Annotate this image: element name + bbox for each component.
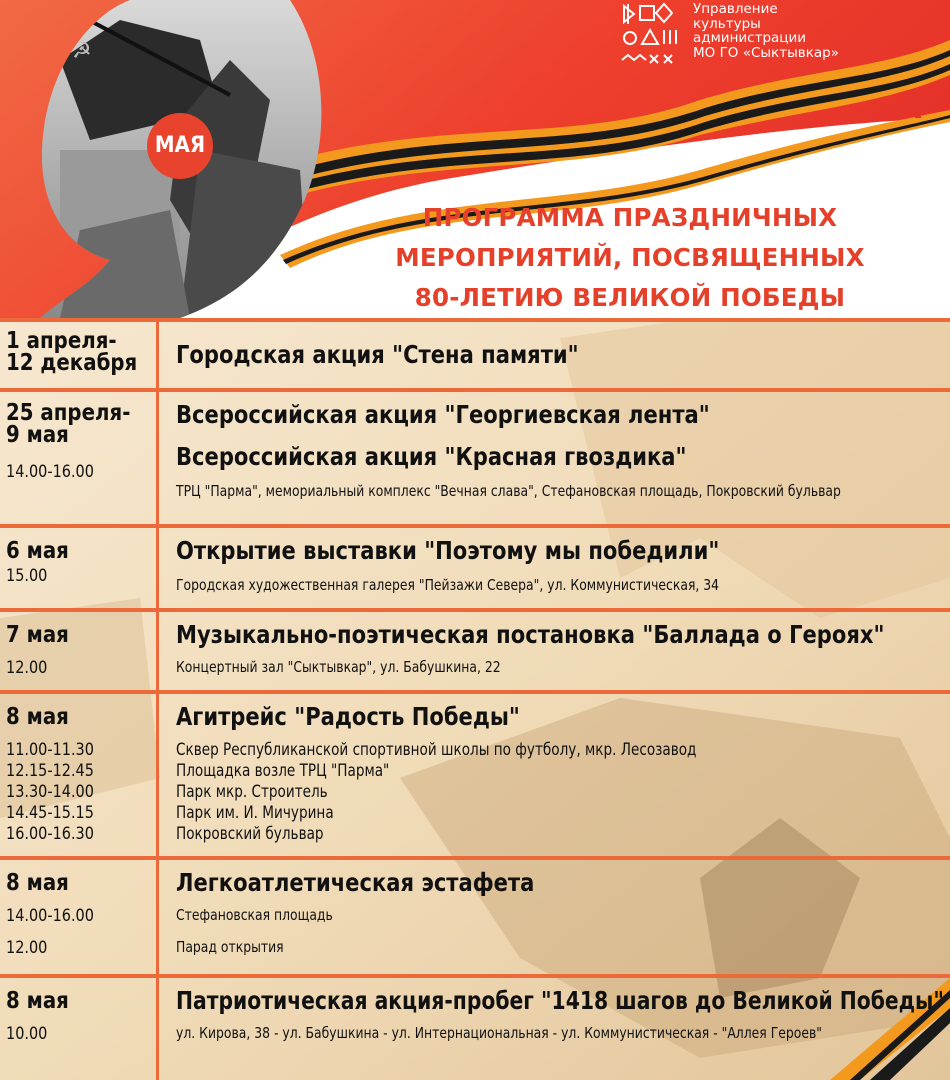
event-time: 15.00: [6, 566, 48, 586]
svg-text:☭: ☭: [72, 39, 92, 64]
column-divider: [156, 528, 159, 608]
event-title: Городская акция "Стена памяти": [176, 340, 579, 369]
event-time: 12.15-12.45: [6, 761, 94, 781]
column-divider: [156, 860, 159, 974]
event-place: Площадка возле ТРЦ "Парма": [176, 761, 390, 781]
logo-line: Управление: [693, 1, 778, 17]
event-title: Всероссийская акция "Красная гвоздика": [176, 442, 687, 471]
logo-line: администрации: [693, 30, 807, 46]
date-line: 9 мая: [6, 422, 69, 448]
date-cell: [6, 330, 154, 374]
schedule-row: [0, 524, 950, 608]
date-line: 6 мая: [6, 538, 69, 564]
title-line: 80-ЛЕТИЮ ВЕЛИКОЙ ПОБЕДЫ: [414, 283, 846, 312]
event-time: 12.00: [6, 658, 48, 678]
event-time: 14.00-16.00: [6, 906, 94, 926]
schedule-row: [0, 856, 950, 974]
date-line: 1 апреля-: [6, 328, 117, 354]
logo-line: МО ГО «Сыктывкар»: [693, 44, 839, 61]
column-divider: [156, 978, 159, 1080]
event-title: Открытие выставки "Поэтому мы победили": [176, 536, 720, 565]
column-divider: [156, 322, 159, 388]
event-time: 11.00-11.30: [6, 740, 94, 760]
event-place: Стефановская площадь: [176, 906, 333, 924]
event-time: 10.00: [6, 1024, 48, 1044]
organization-name: [693, 2, 839, 60]
date-line: 7 мая: [6, 622, 69, 648]
poster-title: [340, 198, 920, 318]
schedule-row: [0, 690, 950, 856]
event-time: 14.00-16.00: [6, 462, 94, 482]
event-place: Парад открытия: [176, 938, 284, 956]
event-title: Агитрейс "Радость Победы": [176, 702, 520, 731]
event-place: ТРЦ "Парма", мемориальный комплекс "Вечная слава", Стефановская площадь, Покровский бульвар: [176, 482, 841, 500]
date-line: 12 декабря: [6, 350, 138, 376]
date-line: 25 апреля-: [6, 400, 131, 426]
column-divider: [156, 612, 159, 690]
date-line: 8 мая: [6, 870, 69, 896]
date-line: 8 мая: [6, 988, 69, 1014]
event-title: Легкоатлетическая эстафета: [176, 868, 535, 897]
title-line: ПРОГРАММА ПРАЗДНИЧНЫХ: [422, 203, 838, 232]
schedule-table: [0, 318, 950, 1080]
event-title: Музыкально-поэтическая постановка "Баллада о Героях": [176, 620, 885, 649]
date-line: 8 мая: [6, 704, 69, 730]
title-line: МЕРОПРИЯТИЙ, ПОСВЯЩЕННЫХ: [395, 243, 865, 272]
may-badge-label: МАЯ: [154, 133, 206, 158]
event-time: 13.30-14.00: [6, 782, 94, 802]
schedule-row: [0, 388, 950, 524]
event-place: Сквер Республиканской спортивной школы по футболу, мкр. Лесозавод: [176, 740, 697, 760]
event-title: Патриотическая акция-пробег "1418 шагов до Великой Победы": [176, 986, 945, 1015]
event-place: Городская художественная галерея "Пейзажи Севера", ул. Коммунистическая, 34: [176, 576, 720, 594]
event-title: Всероссийская акция "Георгиевская лента": [176, 400, 710, 429]
event-time: 14.45-15.15: [6, 803, 94, 823]
column-divider: [156, 694, 159, 856]
event-place: ул. Кирова, 38 - ул. Бабушкина - ул. Интернациональная - ул. Коммунистическая - "Аллея Героев": [176, 1024, 822, 1042]
event-place: Парк мкр. Строитель: [176, 782, 328, 802]
logo-line: культуры: [693, 15, 761, 32]
event-place: Покровский бульвар: [176, 824, 324, 844]
column-divider: [156, 392, 159, 524]
event-place: Концертный зал "Сыктывкар", ул. Бабушкина, 22: [176, 658, 501, 676]
event-time: 12.00: [6, 938, 48, 958]
header: [0, 0, 950, 318]
schedule-row: [0, 608, 950, 690]
event-place: Парк им. И. Мичурина: [176, 803, 334, 823]
event-time: 16.00-16.30: [6, 824, 94, 844]
schedule-row: [0, 318, 950, 388]
schedule-row: [0, 974, 950, 1080]
